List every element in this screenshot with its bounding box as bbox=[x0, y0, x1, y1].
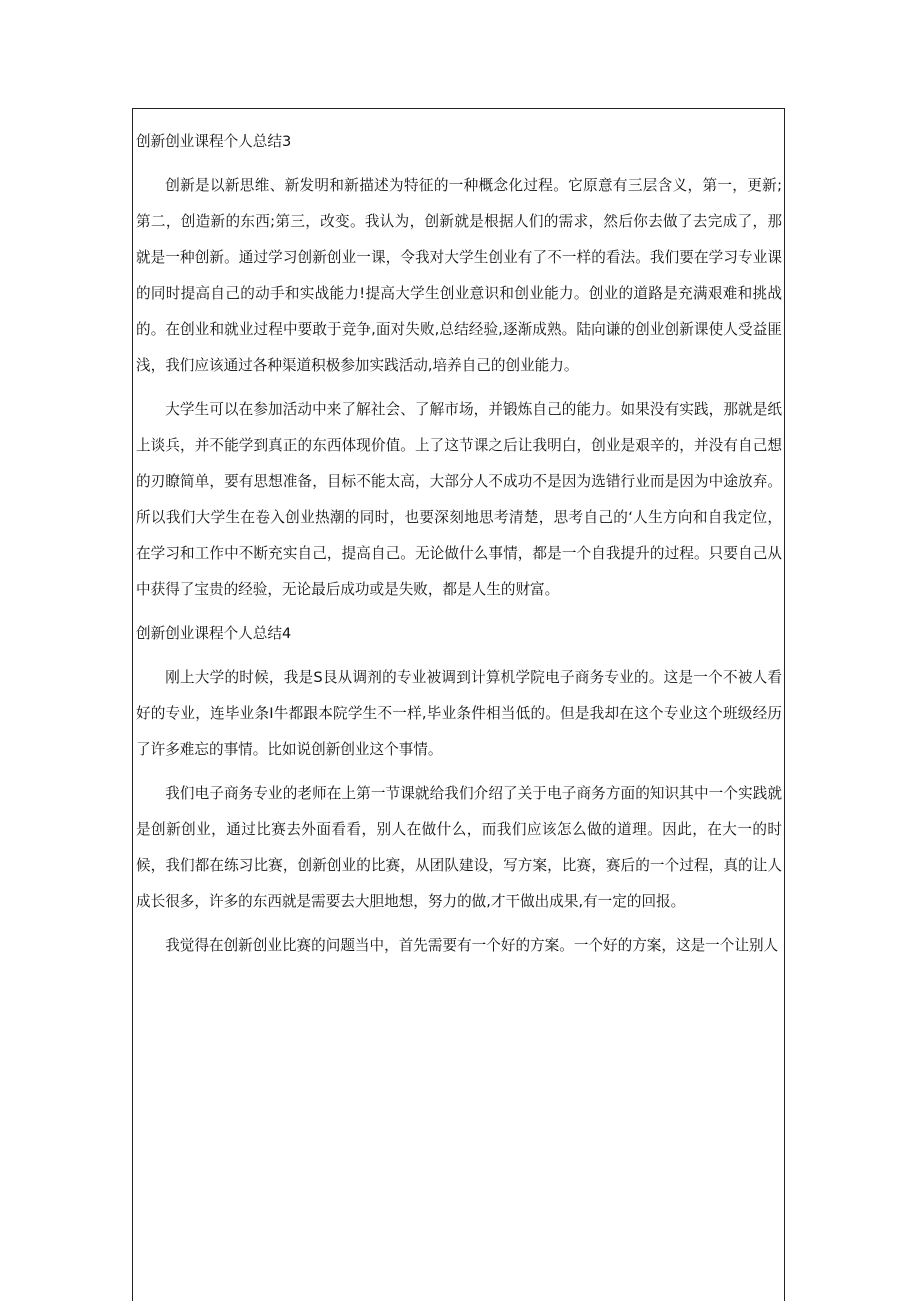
section-heading: 创新创业课程个人总结3 bbox=[136, 133, 292, 150]
paragraph: 创新是以新思维、新发明和新描述为特征的一种概念化过程。它原意有三层含义，第一，更新;第二，创造新的东西;第三，改变。我认为，创新就是根据人们的需求，然后你去做了去完成了，那就是一种创新。通过学习创新创业一课，令我对大学生创业有了不一样的看法。我们要在学习专业课的同时提高自己的动手和实战能力!提高大学生创业意识和创业能力。创业的道路是充满艰难和挑战的。在创业和就业过程中要敢于竞争,面对失败,总结经验,逐渐成熟。陆向谦的创业创新课使人受益匪浅，我们应该通过各种渠道积极参加实践活动,培养自己的创业能力。 bbox=[136, 177, 782, 374]
paragraph: 我们电子商务专业的老师在上第一节课就给我们介绍了关于电子商务方面的知识其中一个实践就是创新创业，通过比赛去外面看看，别人在做什么，而我们应该怎么做的道理。因此，在大一的时候，我们都在练习比赛，创新创业的比赛，从团队建设，写方案，比赛，赛后的一个过程，真的让人成长很多，许多的东西就是需要去大胆地想，努力的做,才干做出成果,有一定的回报。 bbox=[136, 785, 782, 910]
paragraph: 大学生可以在参加活动中来了解社会、了解市场，并锻炼自己的能力。如果没有实践，那就是纸上谈兵，并不能学到真正的东西体现价值。上了这节课之后让我明白，创业是艰辛的，并没有自己想的刃瞭简单，要有思想准备，目标不能太高，大部分人不成功不是因为选错行业而是因为中途放弃。所以我们大学生在卷入创业热潮的同时，也要深刻地思考清楚，思考自己的‘人生方向和自我定位，在学习和工作中不断充实自己，提高自己。无论做什么事情，都是一个自我提升的过程。只要自己从中获得了宝贵的经验，无论最后成功或是失败，都是人生的财富。 bbox=[136, 401, 782, 598]
document-body bbox=[136, 124, 782, 964]
paragraph: 刚上大学的时候，我是S艮从调剂的专业被调到计算机学院电子商务专业的。这是一个不被人看好的专业，连毕业条I牛都跟本院学生不一样,毕业条件相当低的。但是我却在这个专业这个班级经历了许多难忘的事情。比如说创新创业这个事情。 bbox=[136, 669, 782, 758]
paragraph: 我觉得在创新创业比赛的问题当中，首先需要有一个好的方案。一个好的方案，这是一个让别人 bbox=[165, 937, 779, 954]
section-heading: 创新创业课程个人总结4 bbox=[136, 625, 292, 642]
